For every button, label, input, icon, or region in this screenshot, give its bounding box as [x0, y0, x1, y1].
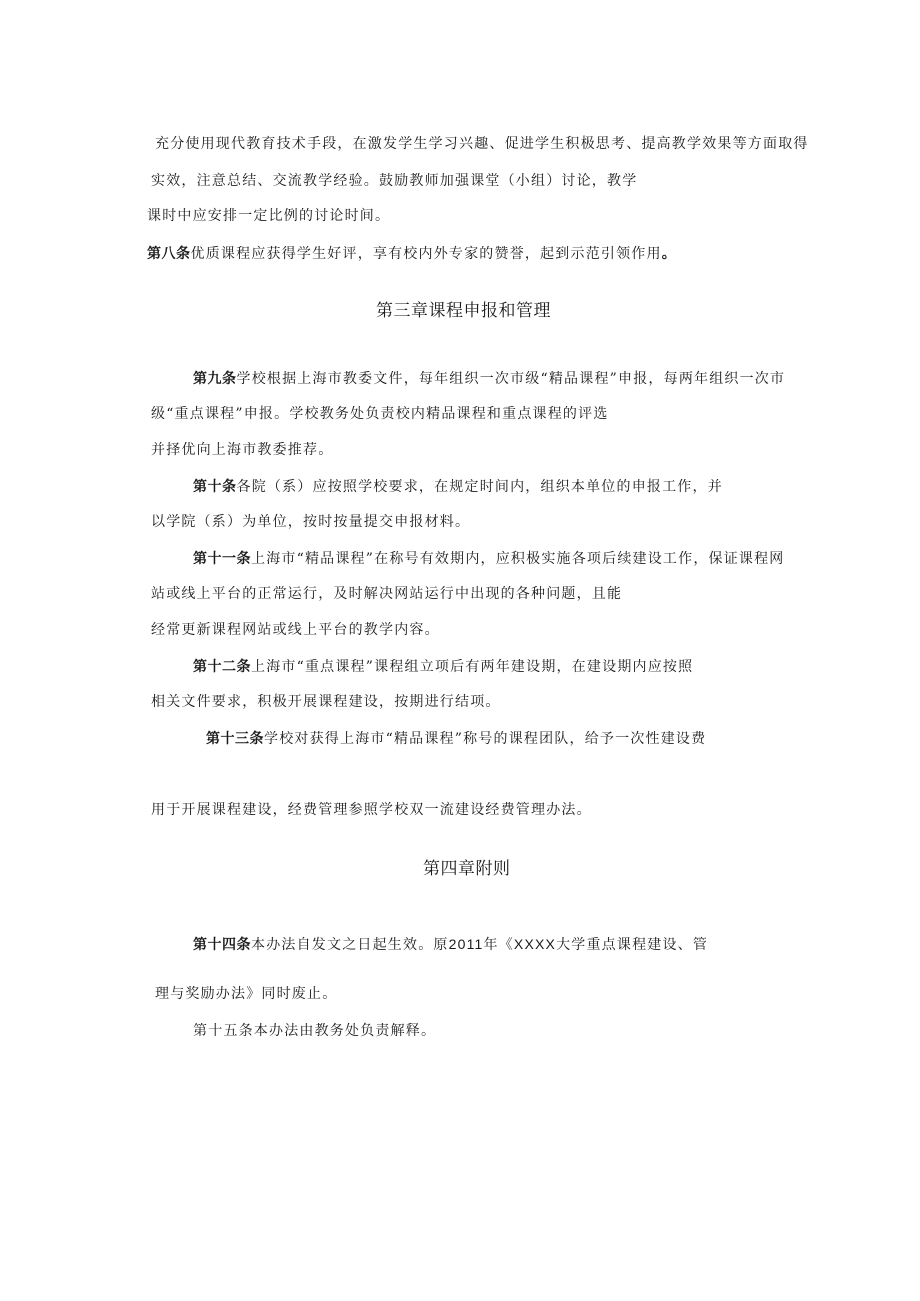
- article-14-university-name: XXXX: [513, 936, 557, 952]
- paragraph-line: 并择优向上海市教委推荐。: [151, 442, 334, 458]
- article-12-text: 上海市“重点课程”课程组立项后有两年建设期，在建设期内应按照: [251, 659, 694, 675]
- article-11: [193, 549, 785, 569]
- article-8: [147, 244, 676, 264]
- article-13: [206, 729, 706, 749]
- article-14-text: 大学重点课程建设、管: [556, 937, 709, 953]
- paragraph-line: 级“重点课程”申报。学校教务处负责校内精品课程和重点课程的评选: [151, 406, 609, 422]
- paragraph-line: 以学院（系）为单位，按时按量提交申报材料。: [151, 514, 471, 530]
- article-15: 第十五条本办法由教务处负责解释。: [193, 1023, 437, 1039]
- paragraph-line: 充分使用现代教育技术手段，在激发学生学习兴趣、促进学生积极思考、提高教学效果等方面取得: [155, 136, 809, 152]
- article-11-title: 第十一条: [193, 551, 251, 567]
- article-10-text: 各院（系）应按照学校要求，在规定时间内，组织本单位的申报工作，并: [236, 479, 723, 495]
- article-12-title: 第十二条: [193, 659, 251, 675]
- article-9-title: 第九条: [193, 371, 237, 387]
- paragraph-line: 站或线上平台的正常运行，及时解决网站运行中出现的各种问题，且能: [151, 586, 623, 602]
- article-14-title: 第十四条: [193, 937, 251, 953]
- article-9: [193, 369, 785, 389]
- paragraph-line: 经常更新课程网站或线上平台的教学内容。: [151, 622, 440, 638]
- article-10: [193, 477, 723, 497]
- article-14-text: 年《: [483, 937, 514, 953]
- article-13-text: 学校对获得上海市“精品课程”称号的课程团队，给予一次性建设费: [264, 731, 707, 747]
- article-14-text: 本办法自发文之日起生效。原: [251, 937, 449, 953]
- paragraph-line: 相关文件要求，积极开展课程建设，按期进行结项。: [151, 694, 501, 710]
- chapter-4-title: 第四章附则: [423, 859, 511, 879]
- paragraph-line: 理与奖励办法》同时废止。: [155, 986, 338, 1002]
- article-8-title: 第八条: [147, 246, 191, 262]
- article-8-text: 优质课程应获得学生好评，享有校内外专家的赞誉，起到示范引领作用: [190, 246, 662, 262]
- paragraph-line: 用于开展课程建设，经费管理参照学校双一流建设经费管理办法。: [151, 802, 592, 818]
- paragraph-line: 课时中应安排一定比例的讨论时间。: [147, 208, 391, 224]
- article-14-year: 2011: [448, 936, 484, 952]
- article-8-end: 。: [661, 246, 677, 262]
- paragraph-line: 实效，注意总结、交流教学经验。鼓励教师加强课堂（小组）讨论，教学: [151, 173, 638, 189]
- chapter-3-title: 第三章课程申报和管理: [376, 301, 551, 321]
- article-13-title: 第十三条: [206, 731, 264, 747]
- article-9-text: 学校根据上海市教委文件，每年组织一次市级“精品课程”申报，每两年组织一次市: [236, 371, 786, 387]
- article-12: [193, 657, 693, 677]
- article-14: [193, 934, 708, 955]
- article-11-text: 上海市“精品课程”在称号有效期内，应积极实施各项后续建设工作，保证课程网: [251, 551, 785, 567]
- article-10-title: 第十条: [193, 479, 237, 495]
